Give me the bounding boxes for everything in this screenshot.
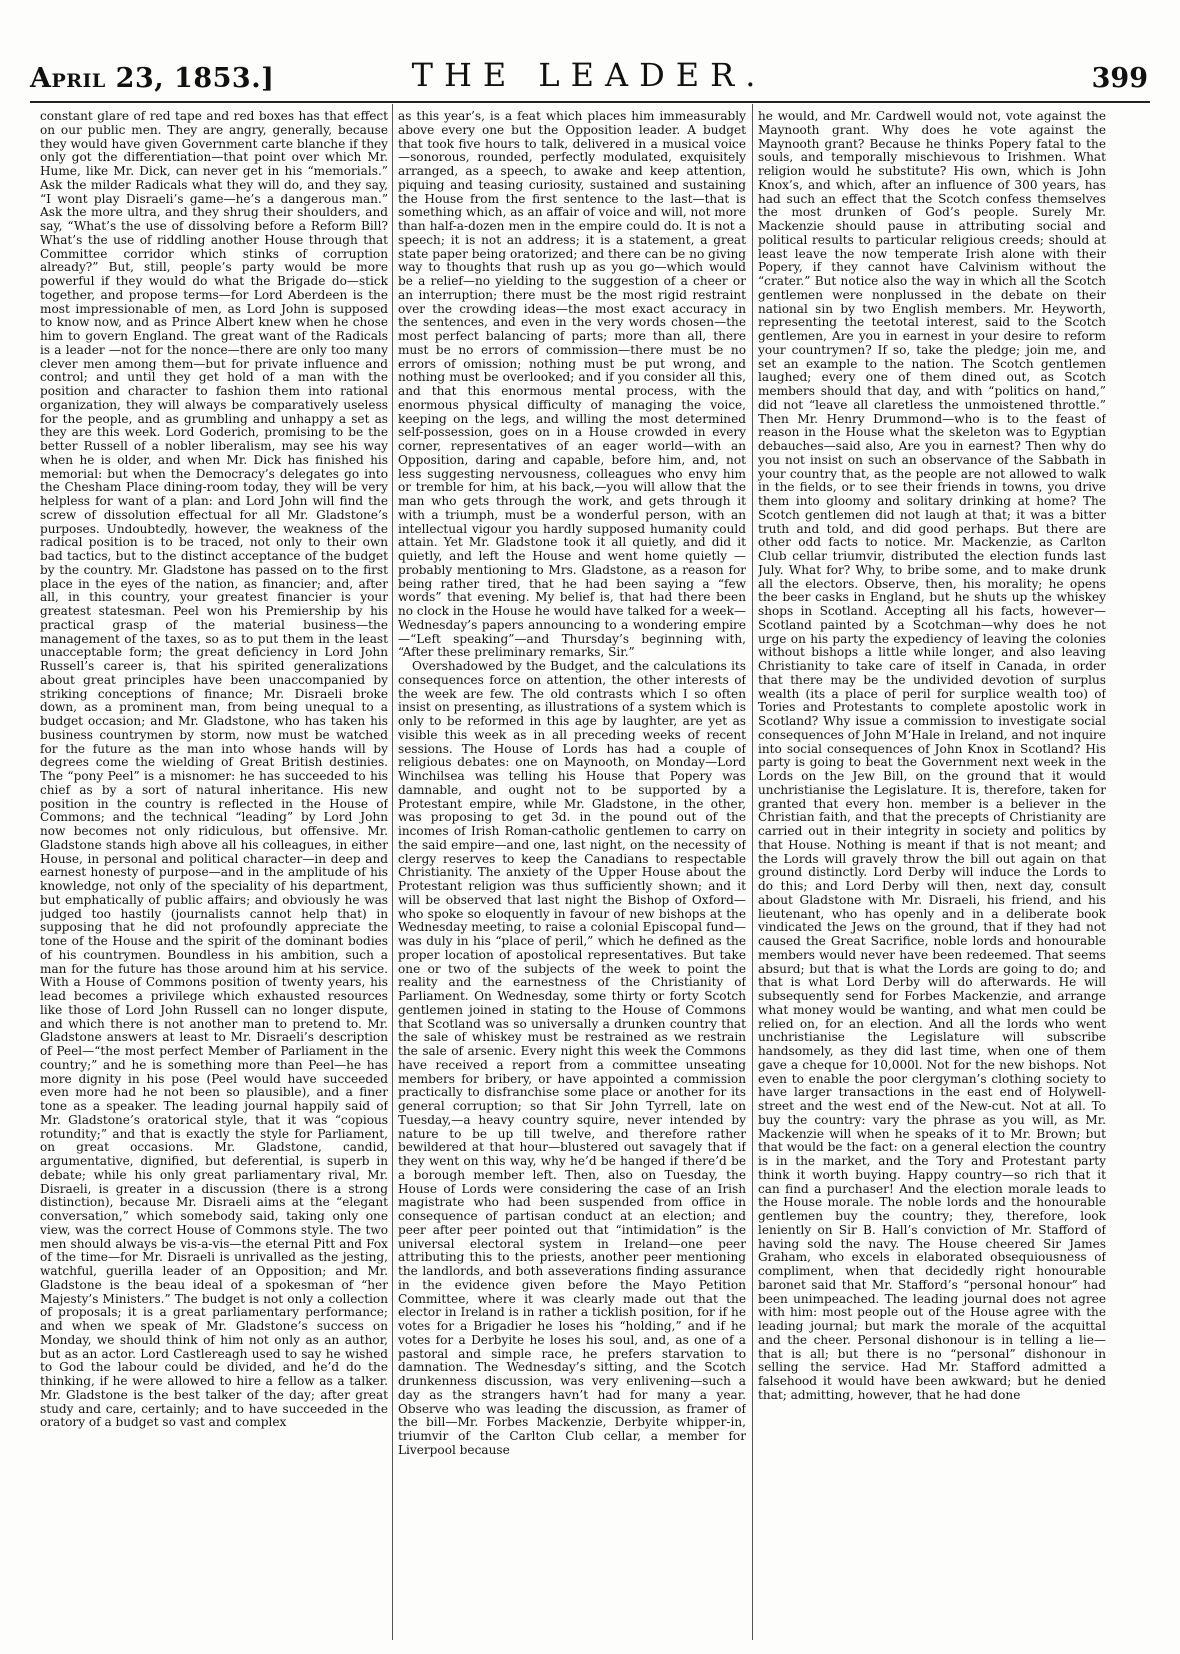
column-paragraph: constant glare of red tape and red boxes has that effect on our public men. They are angry, generally, because they would have given Government carte blanche if they only got the differentiation—that point over which Mr. Hume, like Mr. Dick, can never get in his “memorials.” Ask the milder Radicals what they will do, and they say, “I wont play Disraeli’s game—he’s a dangerous man.” Ask the more ultra, and they shrug their shoulders, and say, “What’s the use of dissolving before a Reform Bill? What’s the use of riddling another House through that Committee corridor which stinks of corruption already?” But, still, people’s party would be more powerful if they would do what the Brigade do—stick together, and propose terms—for Lord Aberdeen is the most impressionable of men, as Lord John is supposed to know now, and as Prince Albert knew when he chose him to govern England. The great want of the Radicals is a leader —not for the nonce—there are only too many clever men among them—but for private influence and control; and until they get hold of a man with the position and character to fashion them into rational organization, they will always be comparatively useless for the people, and as grumbling and unhappy a set as they are this week. Lord Goderich, promising to be the better Russell of a nobler liberalism, may see his way when he is older, and when Mr. Dick has finished his memorial: but when the Democracy’s delegates go into the Chesham Place dining-room today, they will be very helpless for want of a plan: and Lord John will find the screw of dissolution effectual for all Mr. Gladstone’s purposes. Undoubtedly, however, the weakness of the radical position is to be traced, not only to their own bad tactics, but to the distinct acceptance of the budget by the country. Mr. Gladstone has passed on to the first place in the eyes of the nation, as financier; and, after all, in this country, your greatest financier is your greatest statesman. Peel won his Premiership by his practical grasp of the material business—the management of the taxes, so as to put them in the least unacceptable form; the great deficiency in Lord John Russell’s career is, that his spirited generalizations about great principles have been unaccompanied by striking conceptions of finance; Mr. Disraeli broke down, as a prominent man, from being unequal to a budget occasion; and Mr. Gladstone, who has taken his business countrymen by storm, now must be watched for the future as the man into whose hands will by degrees come the wielding of Great British destinies. The “pony Peel” is a misnomer: he has succeeded to his chief as by a sort of natural inheritance. His new position in the country is reflected in the House of Commons; and the technical “leading” by Lord John now becomes not only ridiculous, but offensive. Mr. Gladstone stands high above all his colleagues, in either House, in personal and political character—in deep and earnest honesty of purpose—and in the amplitude of his knowledge, not only of the speciality of his department, but emphatically of public affairs; and obviously he was judged too hastily (journalists cannot help that) in supposing that he did not profoundly appreciate the tone of the House and the spirit of the dominant bodies of his countrymen. Boundless in his ambition, such a man for the future has those around him at his service. With a House of Commons position of twenty years, his lead becomes a privilege which exhausted resources like those of Lord John Russell can no longer dispute, and which there is not another man to pretend to. Mr. Gladstone answers at least to Mr. Disraeli’s description of Peel—“the most perfect Member of Parliament in the country;” and he is something more than Peel—he has more dignity in his pose (Peel would have succeeded even more had he not been so plausible), and a finer tone as a speaker. The leading journal happily said of Mr. Gladstone’s oratorical style, that it was “copious rotundity;” and that is exactly the style for Parliament, on great occasions. Mr. Gladstone, candid, argumentative, dignified, but deferential, is superb in debate; while his only great parliamentary rival, Mr. Disraeli, is greater in a discussion (there is a strong distinction), because Mr. Disraeli aims at the “elegant conversation,” which somebody said, taking only one view, was the correct House of Commons style. The two men should always be vis-a-vis—the eternal Pitt and Fox of the time—for Mr. Disraeli is unrivalled as the jesting, watchful, guerilla leader of an Opposition; and Mr. Gladstone is the beau ideal of a spokesman of “her Majesty’s Ministers.” The budget is not only a collection of proposals; it is a great parliamentary performance; and when we speak of Mr. Gladstone’s success on Monday, we should think of him not only as an author, but as an actor. Lord Castlereagh used to say he wished to God the labour could be divided, and he’d do the thinking, if he were allowed to hire a fellow as a talker. Mr. Gladstone is the best talker of the day; after great study and care, certainly; and to have succeeded in the oratory of a budget so vast and complex	[40, 110, 388, 1430]
column-paragraph: he would, and Mr. Cardwell would not, vote against the Maynooth grant. Why does he vote against the Maynooth grant? Because he thinks Popery fatal to the souls, and temporally mischievous to Irishmen. What religion would he substitute? His own, which is John Knox’s, and which, after an influence of 300 years, has had such an effect that the Scotch confess themselves the most drunken of God’s people. Surely Mr. Mackenzie should pause in attributing social and political results to particular religious creeds; should at least leave the now temperate Irish alone with their Popery, if they cannot have Calvinism without the “crater.” But notice also the way in which all the Scotch gentlemen were nonplussed in the debate on their national sin by two English members. Mr. Heyworth, representing the teetotal interest, said to the Scotch gentlemen, Are you in earnest in your desire to reform your countrymen? If so, take the pledge; join me, and set an example to the nation. The Scotch gentlemen laughed; every one of them dined out, as Scotch members should that day, and with “politics on hand,” did not “leave all claretless the unmoistened throttle.” Then Mr. Henry Drummond—who is to the feast of reason in the House what the skeleton was to Egyptian debauches—said also, Are you in earnest? Then why do you not insist on such an observance of the Sabbath in your country that, as the people are not allowed to walk in the fields, or to see their friends in towns, you drive them into gloomy and solitary drinking at home? The Scotch gentlemen did not laugh at that; it was a bitter truth and told, and did good perhaps. But there are other odd facts to notice. Mr. Mackenzie, as Carlton Club cellar triumvir, distributed the election funds last July. What for? Why, to bribe some, and to make drunk all the electors. Observe, then, his morality; he opens the beer casks in England, but he shuts up the whiskey shops in Scotland. Accepting all his facts, however—Scotland painted by a Scotchman—why does he not urge on his party the expediency of leaving the colonies without bishops a little while longer, and also leaving Christianity to take care of itself in Canada, in order that there may be the undivided devotion of surplus wealth (its a place of peril for surplice wealth too) of Tories and Protestants to complete apostolic work in Scotland? Why issue a commission to investigate social consequences of John M‘Hale in Ireland, and not inquire into social consequences of John Knox in Scotland? His party is going to beat the Government next week in the Lords on the Jew Bill, on the ground that it would unchristianise the Legislature. It is, therefore, taken for granted that every hon. member is a believer in the Christian faith, and that the precepts of Christianity are carried out in their integrity in society and politics by that House. Nothing is meant if that is not meant; and the Lords will gravely throw the bill out again on that ground distinctly. Lord Derby will induce the Lords to do this; and Lord Derby will then, next day, consult about Gladstone with Mr. Disraeli, his friend, and his lieutenant, who has openly and in a deliberate book vindicated the Jews on the ground, that if they had not caused the Great Sacrifice, noble lords and honourable members would never have been redeemed. That seems absurd; but that is what the Lords are going to do; and that is what Lord Derby will do afterwards. He will subsequently send for Forbes Mackenzie, and arrange what money would be wanting, and what men could be relied on, for an election. And all the lords who went unchristianise the Legislature will subscribe handsomely, as they did last time, when one of them gave a cheque for 10,000l. Not for the new bishops. Not even to enable the poor clergyman’s clothing society to have larger transactions in the east end of Holywell-street and the west end of the New-cut. Not at all. To buy the country: vary the phrase as you will, as Mr. Mackenzie will when he speaks of it to Mr. Brown; but that would be the fact: on a general election the country is in the market, and the Tory and Protestant party think it worth buying. Happy country—so rich that it can find a purchaser! And the election morale leads to the House morale. The noble lords and the honourable gentlemen buy the country; they, therefore, look leniently on Sir B. Hall’s conviction of Mr. Stafford of having sold the navy. The House cheered Sir James Graham, who excels in elaborated obsequiousness of compliment, when that decidedly right honourable baronet said that Mr. Stafford’s “personal honour” had been unimpeached. The leading journal does not agree with him: most people out of the House agree with the leading journal; but mark the morale of the acquittal and the cheer. Personal dishonour is in telling a lie—that is all; but there is no “personal” dishonour in selling the service. Had Mr. Stafford admitted a falsehood it would have been awkward; but he denied that; admitting, however, that he had done	[758, 110, 1106, 1402]
column-paragraph: Overshadowed by the Budget, and the calculations its consequences force on attention, the other interests of the week are few. The old contrasts which I so often insist on presenting, as illustrations of a system which is only to be reformed in this age by laughter, are yet as visible this week as in all preceding weeks of recent sessions. The House of Lords has had a couple of religious debates: one on Maynooth, on Monday—Lord Winchilsea was telling his House that Popery was damnable, and ought not to be supported by a Protestant empire, while Mr. Gladstone, in the other, was proposing to get 3d. in the pound out of the incomes of Irish Roman-catholic gentlemen to carry on the said empire—and one, last night, on the necessity of clergy reserves to keep the Canadians to respectable Christianity. The anxiety of the Upper House about the Protestant religion was thus sufficiently shown; and it will be observed that last night the Bishop of Oxford—who spoke so eloquently in favour of new bishops at the Wednesday meeting, to raise a colonial Episcopal fund—was duly in his “place of peril,” which he defined as the proper location of apostolical representatives. But take one or two of the subjects of the week to point the reality and the earnestness of the Christianity of Parliament. On Wednesday, some thirty or forty Scotch gentlemen joined in stating to the House of Commons that Scotland was so universally a drunken country that the sale of whiskey must be restrained as we restrain the sale of arsenic. Every night this week the Commons have received a report from a committee unseating members for bribery, or have appointed a commission practically to disfranchise some place or another for its general corruption; so that Sir John Tyrrell, late on Tuesday,—a heavy country squire, never intended by nature to be up till twelve, and therefore rather bewildered at that hour—blustered out savagely that if they went on this way, why he’d be hanged if there’d be a borough member left. Then, also on Tuesday, the House of Lords were considering the case of an Irish magistrate who had been suspended from office in consequence of partisan conduct at an election; and peer after peer pointed out that “intimidation” is the universal electoral system in Ireland—one peer attributing this to the priests, another peer mentioning the landlords, and both asseverations finding assurance in the evidence given before the Mayo Petition Committee, where it was clearly made out that the elector in Ireland is in rather a ticklish position, for if he votes for a Brigadier he loses his “holding,” and if he votes for a Derbyite he loses his soul, and, as one of a pastoral and simple race, he prefers starvation to damnation. The Wednesday’s sitting, and the Scotch drunkenness discussion, was very enlivening—such a day as the strangers havn’t had for many a year. Observe who was leading the discussion, as framer of the bill—Mr. Forbes Mackenzie, Derbyite whipper-in, triumvir of the Carlton Club cellar, a member for Liverpool because	[398, 659, 746, 1457]
header-rule	[30, 101, 1150, 103]
article-column-1	[40, 110, 388, 1640]
publication-title: THE LEADER.	[411, 56, 767, 94]
column-divider	[392, 104, 393, 1640]
column-paragraph: as this year’s, is a feat which places him immeasurably above every one but the Opposition leader. A budget that took five hours to talk, delivered in a musical voice—sonorous, rounded, perfectly modulated, exquisitely arranged, as a speech, to awake and keep attention, piquing and teasing curiosity, sustained and sustaining the House from the first sentence to the last—that is something which, as an affair of voice and will, not more than half-a-dozen men in the empire could do. It is not a speech; it is not an address; it is a statement, a great state paper being oratorized; and there can be no giving way to thoughts that rush up as you go—which would be a relief—no yielding to the suggestion of a cheer or an interruption; there must be the most rigid restraint over the crowding ideas—the most exact accuracy in the sentences, and even in the very words chosen—the most perfect balancing of parts; more than all, there must be no errors of commission—there must be no errors of omission; nothing must be put wrong, and nothing must be overlooked; and if you consider all this, and that this enormous mental process, with the enormous physical difficulty of managing the voice, keeping on the legs, and willing the most determined self-possession, goes on in a House crowded in every corner, representatives of an eager world—with an Opposition, daring and capable, before him, and, not less suggesting nervousness, colleagues who envy him or tremble for him, at his back,—you will allow that the man who gets through the work, and gets through it with a triumph, must be a wonderful person, with an intellectual vigour you hardly supposed humanity could attain. Yet Mr. Gladstone took it all quietly, and did it quietly, and left the House and went home quietly —probably mentioning to Mrs. Gladstone, as a reason for being rather tired, that he had been saying a “few words” that evening. My belief is, that had there been no clock in the House he would have talked for a week—Wednesday’s papers announcing to a wondering empire—“Left speaking”—and Thursday’s beginning with, “After these preliminary remarks, Sir.”	[398, 110, 746, 660]
article-column-2	[398, 110, 746, 1640]
issue-date: April 23, 1853.]	[30, 63, 275, 94]
page-number: 399	[1091, 63, 1148, 94]
article-column-3	[758, 110, 1106, 1640]
masthead	[30, 58, 1148, 100]
column-divider	[752, 104, 753, 1640]
